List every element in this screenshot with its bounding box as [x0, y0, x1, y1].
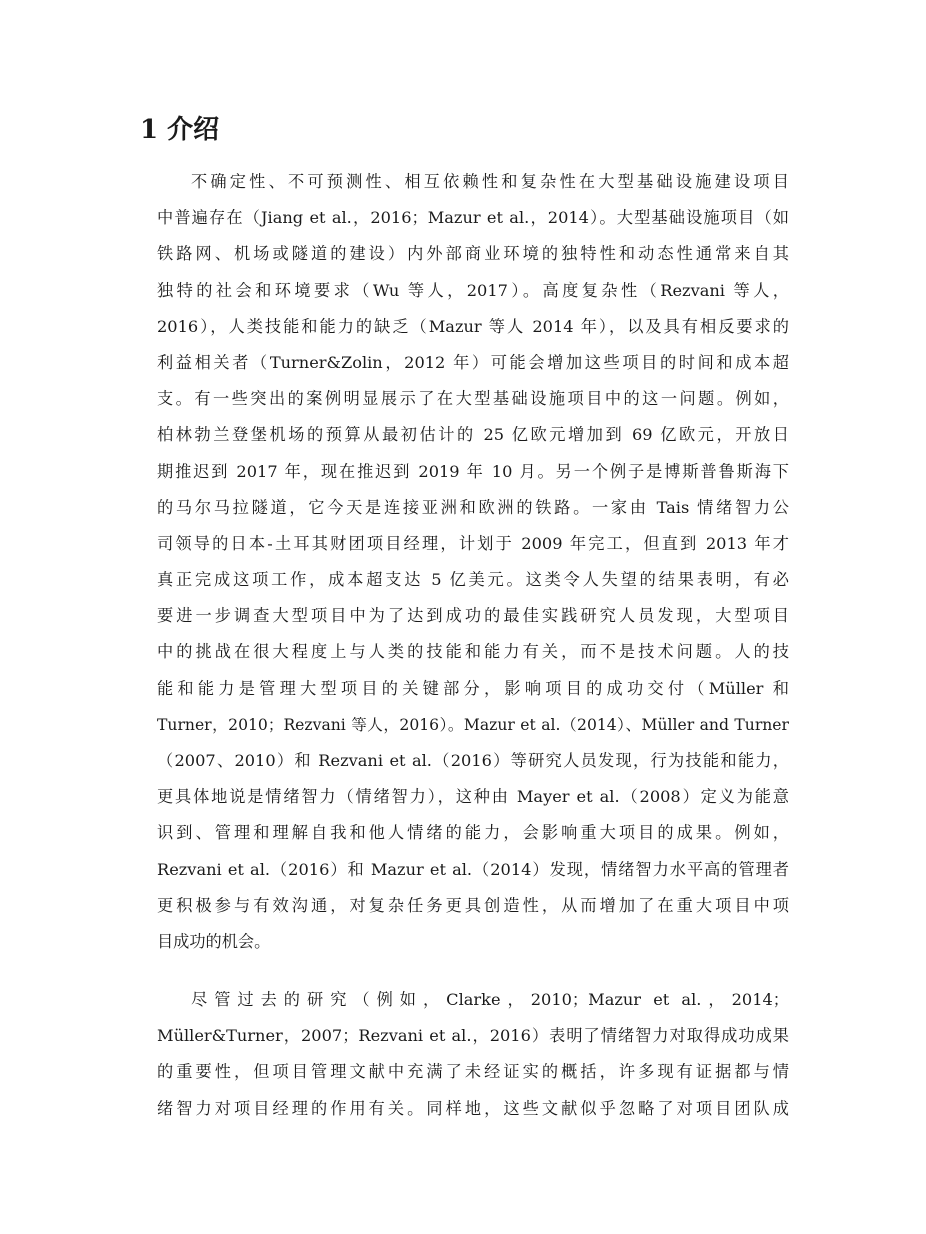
text-line: Müller&Turner，2007；Rezvani et al.，2016）表明了情绪智力对取得成功成果 [157, 1026, 789, 1046]
text-line: 要进一步调查大型项目中为了达到成功的最佳实践研究人员发现，大型项目 [157, 606, 789, 626]
text-line: 尽管过去的研究（例如，Clarke，2010；Mazur et al.，2014； [191, 990, 789, 1009]
text-line: 2016），人类技能和能力的缺乏（Mazur 等人 2014 年），以及具有相反要求的 [157, 316, 789, 336]
text-line: 绪智力对项目经理的作用有关。同样地，这些文献似乎忽略了对项目团队成 [157, 1098, 789, 1118]
text-line: 中普遍存在（Jiang et al.，2016；Mazur et al.，2014）。大型基础设施项目（如 [157, 208, 789, 228]
text-line: 更积极参与有效沟通，对复杂任务更具创造性，从而增加了在重大项目中项 [157, 895, 789, 915]
text-line: 司领导的日本-土耳其财团项目经理，计划于 2009 年完工，但直到 2013 年才 [157, 533, 789, 553]
text-line: 期推迟到 2017 年，现在推迟到 2019 年 10 月。另一个例子是博斯普鲁斯海下 [157, 461, 789, 481]
text-line: Turner，2010；Rezvani 等人，2016）。Mazur et al.（2014）、Müller and Turner [157, 715, 789, 734]
text-line: （2007、2010）和 Rezvani et al.（2016）等研究人员发现，行为技能和能力， [157, 751, 789, 770]
text-line: 目成功的机会。 [157, 931, 271, 951]
text-line: 铁路网、机场或隧道的建设）内外部商业环境的独特性和动态性通常来自其 [157, 244, 789, 264]
section-heading: 1 介绍 [140, 115, 220, 145]
text-line: 的重要性，但项目管理文献中充满了未经证实的概括，许多现有证据都与情 [157, 1062, 789, 1082]
paragraph-introduction [157, 164, 789, 960]
text-line: 独特的社会和环境要求（Wu 等人，2017）。高度复杂性（Rezvani 等人， [157, 280, 789, 300]
paragraph-prior-research [157, 982, 789, 1127]
text-line: 中的挑战在很大程度上与人类的技能和能力有关，而不是技术问题。人的技 [157, 642, 789, 662]
text-line: 能和能力是管理大型项目的关键部分，影响项目的成功交付（Müller 和 [157, 678, 789, 698]
text-line: 支。有一些突出的案例明显展示了在大型基础设施项目中的这一问题。例如， [157, 389, 789, 409]
text-line: 利益相关者（Turner&Zolin，2012 年）可能会增加这些项目的时间和成本超 [157, 352, 789, 372]
text-line: 的马尔马拉隧道，它今天是连接亚洲和欧洲的铁路。一家由 Tais 情绪智力公 [157, 497, 789, 517]
text-line: 更具体地说是情绪智力（情绪智力），这种由 Mayer et al.（2008）定义为能意 [157, 787, 789, 807]
text-line: Rezvani et al.（2016）和 Mazur et al.（2014）发现，情绪智力水平高的管理者 [157, 859, 789, 879]
text-line: 识到、管理和理解自我和他人情绪的能力，会影响重大项目的成果。例如， [157, 823, 789, 843]
text-line: 真正完成这项工作，成本超支达 5 亿美元。这类令人失望的结果表明，有必 [157, 570, 789, 590]
text-line: 柏林勃兰登堡机场的预算从最初估计的 25 亿欧元增加到 69 亿欧元，开放日 [157, 425, 789, 445]
text-line: 不确定性、不可预测性、相互依赖性和复杂性在大型基础设施建设项目 [191, 172, 789, 191]
